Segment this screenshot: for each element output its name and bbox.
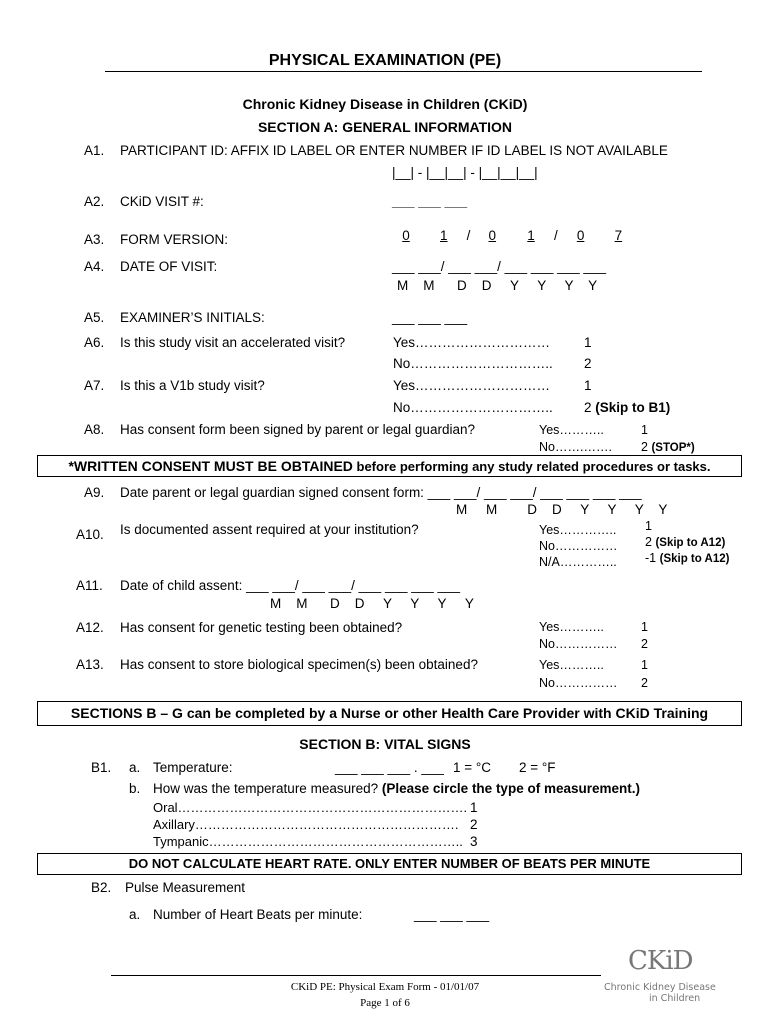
- item-letter: a.: [129, 907, 141, 922]
- question-label: DATE OF VISIT:: [120, 259, 218, 274]
- question-label: Is this study visit an accelerated visit?: [120, 335, 346, 350]
- question-number: A7.: [84, 378, 105, 393]
- option-code: [645, 535, 725, 549]
- measurement-method-instruction: (Please circle the type of measurement.): [381, 781, 640, 796]
- option-code: 1: [645, 519, 652, 533]
- option-yes[interactable]: Yes………..: [539, 620, 604, 634]
- version-slash: /: [553, 228, 558, 243]
- method-option-tympanic[interactable]: Tympanic…………………………………………………..: [153, 834, 463, 849]
- footer-rule: [111, 975, 601, 976]
- option-no[interactable]: No…….…….: [539, 440, 612, 454]
- measurement-method-question: How was the temperature measured?: [153, 781, 382, 796]
- examiner-initials-field[interactable]: ___ ___ ___: [392, 310, 468, 325]
- option-code-value: -1: [645, 551, 657, 565]
- method-option-axillary[interactable]: Axillary…………………………………………………….: [153, 817, 459, 832]
- consent-note-text: before performing any study related procedures or tasks.: [352, 459, 711, 474]
- version-slash: /: [466, 228, 471, 243]
- logo-mark: CKiD: [628, 946, 693, 976]
- question-number: A10.: [76, 527, 104, 542]
- version-digit: 0: [402, 228, 410, 243]
- question-number: A8.: [84, 422, 105, 437]
- version-digit: 0: [576, 228, 585, 243]
- item-letter: b.: [129, 781, 141, 796]
- question-label: Is this a V1b study visit?: [120, 378, 265, 393]
- option-yes[interactable]: Yes………..: [539, 423, 604, 437]
- temperature-label: Temperature:: [153, 760, 233, 775]
- page-title: PHYSICAL EXAMINATION (PE): [268, 52, 502, 69]
- option-yes[interactable]: Yes…………………………: [393, 378, 551, 393]
- skip-instruction: (Skip to A12): [659, 553, 730, 565]
- question-number: A11.: [76, 578, 103, 593]
- unit-fahrenheit-option[interactable]: 2 = °F: [519, 760, 556, 775]
- question-number: A13.: [76, 657, 104, 672]
- version-digit: 1: [527, 228, 535, 243]
- option-code: [645, 551, 729, 565]
- question-label: Date parent or legal guardian signed consent form: ___ ___/ ___ ___/ ___ ___ ___ ___: [120, 485, 642, 500]
- question-label: Is documented assent required at your institution?: [120, 522, 419, 537]
- logo-line-1: Chronic Kidney Disease: [604, 982, 716, 993]
- question-number: A1.: [84, 143, 105, 158]
- option-code-value: 2: [645, 535, 652, 549]
- option-code: 2: [641, 676, 648, 690]
- version-digit: 0: [488, 228, 497, 243]
- option-yes[interactable]: Yes…………………………: [393, 335, 551, 350]
- unit-celsius-option[interactable]: 1 = °C: [453, 760, 492, 775]
- section-b-heading: SECTION B: VITAL SIGNS: [299, 736, 471, 752]
- question-label: EXAMINER’S INITIALS:: [120, 310, 265, 325]
- question-number: A12.: [76, 620, 104, 635]
- option-code: 1: [641, 658, 648, 672]
- question-label: Pulse Measurement: [125, 880, 246, 895]
- measurement-method-label: [153, 781, 640, 796]
- section-a-heading: SECTION A: GENERAL INFORMATION: [257, 119, 513, 135]
- option-no[interactable]: No……………: [539, 637, 618, 651]
- option-no[interactable]: No…………………………..: [393, 356, 553, 371]
- footer-page-number: Page 1 of 6: [360, 997, 410, 1009]
- logo-line-2: in Children: [649, 993, 701, 1004]
- question-number: A5.: [84, 310, 105, 325]
- temperature-field[interactable]: ___ ___ ___ . ___: [335, 760, 444, 775]
- option-code: 2: [470, 817, 478, 832]
- heart-rate-note: DO NOT CALCULATE HEART RATE. ONLY ENTER NUMBER OF BEATS PER MINUTE: [128, 856, 651, 871]
- option-code: 2: [584, 356, 592, 371]
- study-name: Chronic Kidney Disease in Children (CKiD): [242, 96, 528, 112]
- option-no[interactable]: No…………………………..: [393, 400, 553, 415]
- option-yes[interactable]: Yes………..: [539, 658, 604, 672]
- option-code: 3: [470, 834, 478, 849]
- heart-beats-field[interactable]: ___ ___ ___: [414, 907, 490, 922]
- option-code: 1: [584, 335, 592, 350]
- option-code: 1: [641, 620, 648, 634]
- option-code-value: 2: [584, 400, 592, 415]
- option-code: 1: [470, 800, 478, 815]
- question-number: A4.: [84, 259, 105, 274]
- participant-id-field[interactable]: |__| - |__|__| - |__|__|__|: [392, 165, 538, 180]
- question-label: Date of child assent: ___ ___/ ___ ___/ ___ ___ ___ ___: [120, 578, 461, 593]
- visit-number-field[interactable]: ___ ___ ___: [392, 194, 468, 209]
- footer-form-name: CKiD PE: Physical Exam Form - 01/01/07: [290, 981, 480, 993]
- sections-note: SECTIONS B – G can be completed by a Nurse or other Health Care Provider with CKiD Training: [70, 705, 709, 721]
- version-digit: 1: [440, 228, 448, 243]
- question-number: B2.: [91, 880, 112, 895]
- option-code: [641, 440, 695, 454]
- question-label: CKiD VISIT #:: [120, 194, 204, 209]
- question-label: Has consent for genetic testing been obtained?: [120, 620, 403, 635]
- visit-date-field[interactable]: ___ ___/ ___ ___/ ___ ___ ___ ___: [392, 259, 606, 274]
- title-rule: [105, 71, 702, 72]
- option-code: [584, 400, 670, 415]
- item-letter: a.: [129, 760, 141, 775]
- form-version-value: [392, 228, 632, 243]
- option-no[interactable]: No……………: [539, 676, 618, 690]
- question-number: A2.: [84, 194, 105, 209]
- question-number: B1.: [91, 760, 112, 775]
- option-code: 2: [641, 637, 648, 651]
- question-label: Has consent to store biological specimen(s) been obtained?: [120, 657, 478, 672]
- option-no[interactable]: No……………: [539, 539, 618, 553]
- option-code: 1: [584, 378, 592, 393]
- question-label: FORM VERSION:: [120, 232, 229, 247]
- version-digit: 7: [614, 228, 623, 243]
- date-format-letters: M M D D Y Y Y Y: [270, 596, 474, 611]
- method-option-oral[interactable]: Oral………………………………………………………….: [153, 800, 468, 815]
- option-na[interactable]: N/A…………..: [539, 555, 617, 569]
- consent-note-emphasis: *WRITTEN CONSENT MUST BE OBTAINED: [68, 458, 353, 474]
- option-code-value: 2: [641, 440, 648, 454]
- option-yes[interactable]: Yes…………..: [539, 523, 617, 537]
- question-number: A3.: [84, 232, 105, 247]
- question-number: A9.: [84, 485, 105, 500]
- heart-beats-label: Number of Heart Beats per minute:: [153, 907, 363, 922]
- date-format-letters: M M D D Y Y Y Y: [397, 278, 598, 293]
- question-label: PARTICIPANT ID: AFFIX ID LABEL OR ENTER NUMBER IF ID LABEL IS NOT AVAILABLE: [120, 143, 668, 158]
- consent-note: [37, 458, 742, 474]
- date-format-letters: M M D D Y Y Y Y: [456, 502, 668, 517]
- question-number: A6.: [84, 335, 105, 350]
- skip-instruction: (Skip to B1): [595, 400, 671, 415]
- skip-instruction: (STOP*): [651, 442, 695, 454]
- option-code: 1: [641, 423, 648, 437]
- question-label: Has consent form been signed by parent or legal guardian?: [120, 422, 475, 437]
- skip-instruction: (Skip to A12): [655, 537, 726, 549]
